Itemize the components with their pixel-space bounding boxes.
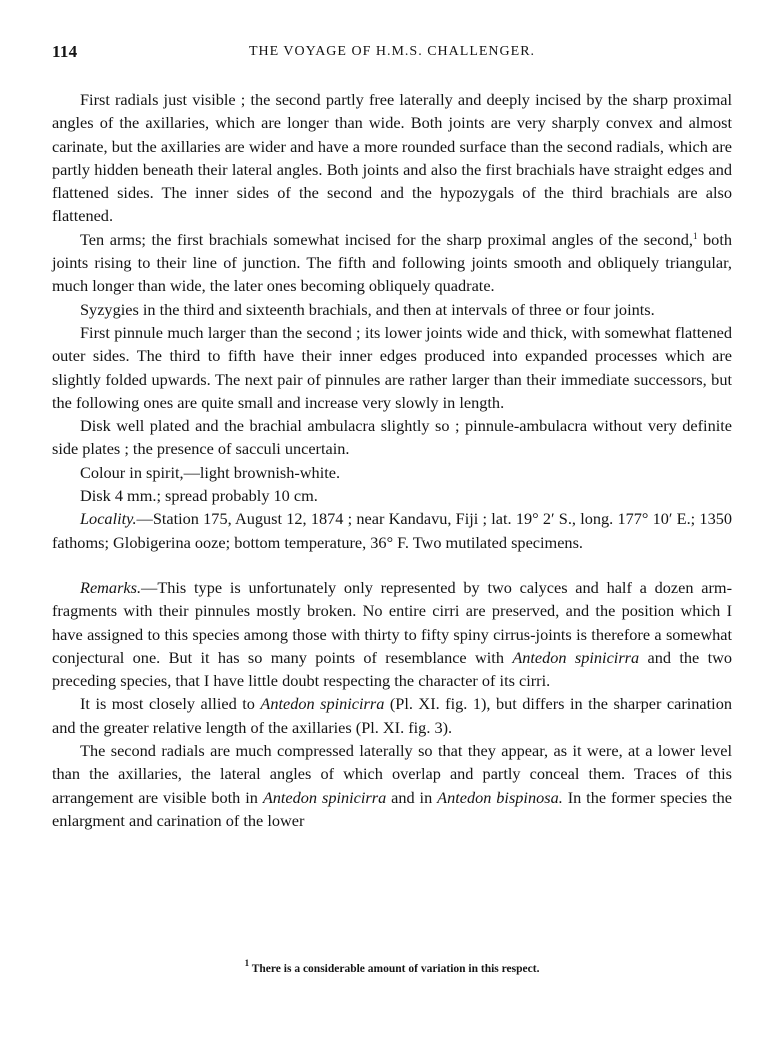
paragraph-pinnules: First pinnule much larger than the second ; its lower joints wide and thick, with somewhat flattened outer sides. The third to fifth have their inner edges produced into expanded processes which are slightly folded upwards. The next pair of pinnules are rather larger than their immediate successors, but the following ones are quite small and increase very slowly in length.	[52, 322, 732, 412]
species-name: Antedon spinicirra	[260, 694, 385, 714]
species-name: Antedon bispinosa.	[437, 787, 563, 807]
paragraph-allied: It is most closely allied to Antedon spinicirra (Pl. XI. fig. 1), but differs in the sharper carination and the greater relative length of the axillaries (Pl. XI. fig. 3).	[52, 694, 732, 737]
paragraph-remarks: Remarks.—This type is unfortunately only represented by two calyces and half a dozen arm-fragments with their pinnules mostly broken. No entire cirri are preserved, and the position which I have assigned to this species among those with thirty to fifty spiny cirrus-joints is therefore a somewhat conjectural one. But it has so many points of resemblance with Antedon spinicirra and the two preceding species, that I have little doubt respecting the character of its cirri.	[52, 577, 733, 691]
paragraph-second-radials: The second radials are much compressed laterally so that they appear, as it were, at a lower level than the axillaries, the lateral angles of which overlap and partly conceal them. Traces of this arrangement are visible both in Antedon spinicirra and in Antedon bispinosa. In the former species the enlargment and carination of the lower	[52, 741, 733, 830]
remarks-label: Remarks.	[80, 577, 142, 597]
paragraph-syzygies: Syzygies in the third and sixteenth brachials, and then at intervals of three or four joints.	[80, 299, 655, 319]
body-text	[52, 88, 732, 832]
paragraph-arms: Ten arms; the first brachials somewhat incised for the sharp proximal angles of the second,$^1$ both joints rising to their line of junction. The fifth and following joints smooth and obliquely triangular, much longer than wide, the later ones becoming obliquely quadrate.	[52, 229, 732, 296]
locality-label: Locality.	[80, 509, 137, 529]
paragraph-colour: Colour in spirit,—light brownish-white.	[80, 462, 341, 482]
footnote: $^1$ There is a considerable amount of variation in this respect.	[244, 958, 540, 975]
running-title: THE VOYAGE OF H.M.S. CHALLENGER.	[248, 44, 536, 59]
page-number: 114	[52, 42, 78, 61]
footnote-reference[interactable]: 1	[692, 230, 698, 241]
paragraph-disk: Disk well plated and the brachial ambulacra slightly so ; pinnule-ambulacra without very definite side plates ; the presence of sacculi uncertain.	[52, 416, 732, 459]
paragraph-radials: First radials just visible ; the second partly free laterally and deeply incised by the sharp proximal angles of the axillaries, which are longer than wide. Both joints are very sharply convex and almost carinate, but the axillaries are wider and have a more rounded surface than the second radials, which are partly hidden beneath their lateral angles. Both joints and also the first brachials have straight edges and flattened sides. The inner sides of the second and the hypozygals of the third brachials are also flattened.	[52, 90, 732, 226]
species-name: Antedon spinicirra	[262, 787, 387, 807]
page-header	[52, 42, 732, 62]
species-name: Antedon spinicirra	[512, 647, 640, 667]
paragraph-dimensions: Disk 4 mm.; spread probably 10 cm.	[80, 486, 318, 506]
footnote-marker: 1	[244, 958, 250, 968]
paragraph-locality: Locality.—Station 175, August 12, 1874 ; near Kandavu, Fiji ; lat. 19° 2′ S., long. 177° 10′ E.; 1350 fathoms; Globigerina ooze; bottom temperature, 36° F. Two mutilated specimens.	[52, 509, 732, 552]
